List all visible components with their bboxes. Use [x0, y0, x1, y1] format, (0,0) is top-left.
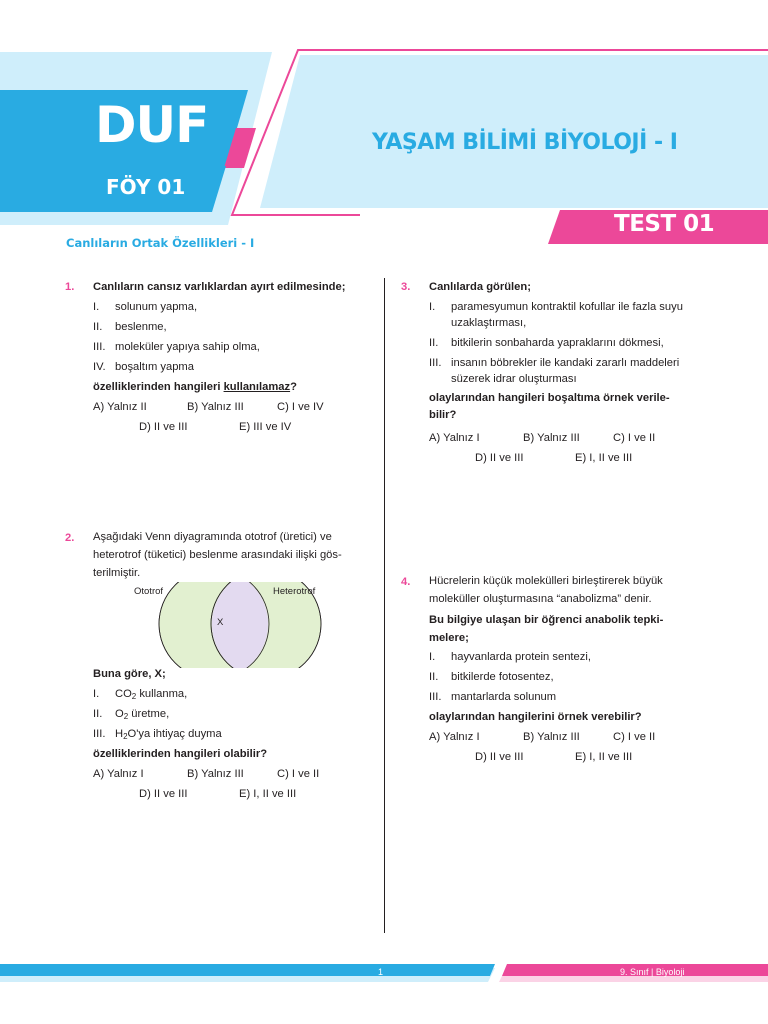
question-number: 4. — [401, 576, 411, 588]
option-e[interactable]: E) I, II ve III — [239, 788, 297, 800]
answer-options-row — [93, 397, 371, 417]
list-item: IV. boşaltım yapma — [93, 361, 194, 373]
venn-label-ototrof: Ototrof — [134, 586, 164, 597]
test-label: TEST 01 — [614, 211, 715, 237]
option-d[interactable]: D) II ve III — [475, 751, 524, 763]
option-a[interactable]: A) Yalnız I — [93, 768, 144, 780]
question-stem: Canlıların cansız varlıklardan ayırt edilmesinde; — [93, 281, 346, 293]
answer-options-row — [93, 784, 365, 804]
list-item: III. insanın böbrekler ile kandaki zararlı maddeleri süzerek idrar oluşturması — [429, 357, 680, 385]
answer-options-row — [93, 764, 365, 784]
list-item: II. beslenme, — [93, 321, 167, 333]
option-b[interactable]: B) Yalnız III — [187, 768, 244, 780]
question-prompt: özelliklerinden hangileri olabilir? — [93, 748, 268, 760]
option-c[interactable]: C) I ve IV — [277, 401, 324, 413]
question-stem: Canlılarda görülen; — [429, 281, 531, 293]
option-e[interactable]: E) III ve IV — [239, 421, 292, 433]
venn-label-heterotrof: Heterotrof — [273, 586, 316, 597]
option-c[interactable]: C) I ve II — [277, 768, 320, 780]
list-item: I. $CO_2$ kullanma, — [93, 688, 188, 701]
list-item: III. mantarlarda solunum — [429, 691, 557, 703]
question-number: 2. — [65, 532, 75, 544]
option-d[interactable]: D) II ve III — [139, 788, 188, 800]
question-prompt: olaylarından hangileri boşaltıma örnek verile- bilir? — [429, 392, 670, 421]
answer-options-row — [429, 727, 701, 747]
list-item: III. $H_2O'ya$ ihtiyaç duyma — [93, 728, 222, 741]
question-prompt: özelliklerinden hangileri kullanılamaz? — [93, 381, 297, 393]
sheet-label: FÖY 01 — [106, 175, 186, 199]
option-c[interactable]: C) I ve II — [613, 432, 656, 444]
list-item: III. moleküler yapıya sahip olma, — [93, 341, 260, 353]
logo: DUF — [95, 96, 209, 154]
question-2 — [65, 528, 365, 582]
list-item: I. solunum yapma, — [93, 301, 198, 313]
option-d[interactable]: D) II ve III — [475, 452, 524, 464]
option-d[interactable]: D) II ve III — [139, 421, 188, 433]
option-a[interactable]: A) Yalnız I — [429, 432, 480, 444]
question-number: 1. — [65, 281, 75, 293]
question-1 — [65, 277, 371, 437]
venn-label-x: X — [217, 617, 224, 628]
list-item: I. paramesyumun kontraktil kofullar ile fazla suyu uzaklaştırması, — [429, 301, 683, 329]
option-b[interactable]: B) Yalnız III — [187, 401, 244, 413]
option-b[interactable]: B) Yalnız III — [523, 731, 580, 743]
answer-options-row — [429, 747, 701, 767]
option-b[interactable]: B) Yalnız III — [523, 432, 580, 444]
book-title: YAŞAM BİLİMİ BİYOLOJİ - I — [372, 130, 678, 155]
question-stem: Aşağıdaki Venn diyagramında ototrof (üretici) ve heterotrof (tüketici) beslenme arasındaki ilişki gös- terilmiştir. — [93, 531, 342, 579]
answer-options-row — [429, 428, 704, 448]
question-lead: Buna göre, X; — [93, 668, 166, 680]
subject-title: Canlıların Ortak Özellikleri - I — [66, 236, 255, 250]
question-2-body — [93, 664, 365, 804]
option-e[interactable]: E) I, II ve III — [575, 751, 633, 763]
question-4 — [401, 572, 701, 767]
question-number: 3. — [401, 281, 411, 293]
page-number: 1 — [378, 967, 384, 977]
question-3 — [401, 277, 704, 468]
option-e[interactable]: E) I, II ve III — [575, 452, 633, 464]
footer-course: 9. Sınıf | Biyoloji — [620, 967, 685, 977]
list-item: I. hayvanlarda protein sentezi, — [429, 651, 591, 663]
question-lead: Bu bilgiye ulaşan bir öğrenci anabolik tepki- melere; — [429, 614, 664, 644]
column-divider — [384, 278, 385, 933]
question-stem: Hücrelerin küçük molekülleri birleştirerek büyük moleküller oluşturmasına “anabolizma” denir. — [429, 575, 663, 605]
answer-options-row — [93, 417, 371, 437]
list-item: II. bitkilerin sonbaharda yapraklarını dökmesi, — [429, 337, 664, 349]
option-c[interactable]: C) I ve II — [613, 731, 656, 743]
answer-options-row — [429, 448, 704, 468]
question-prompt: olaylarından hangilerini örnek verebilir? — [429, 711, 642, 723]
option-a[interactable]: A) Yalnız II — [93, 401, 147, 413]
option-a[interactable]: A) Yalnız I — [429, 731, 480, 743]
footer-blue-band — [0, 964, 495, 976]
list-item: II. bitkilerde fotosentez, — [429, 671, 554, 683]
list-item: II. $O_2$ üretme, — [93, 708, 170, 721]
